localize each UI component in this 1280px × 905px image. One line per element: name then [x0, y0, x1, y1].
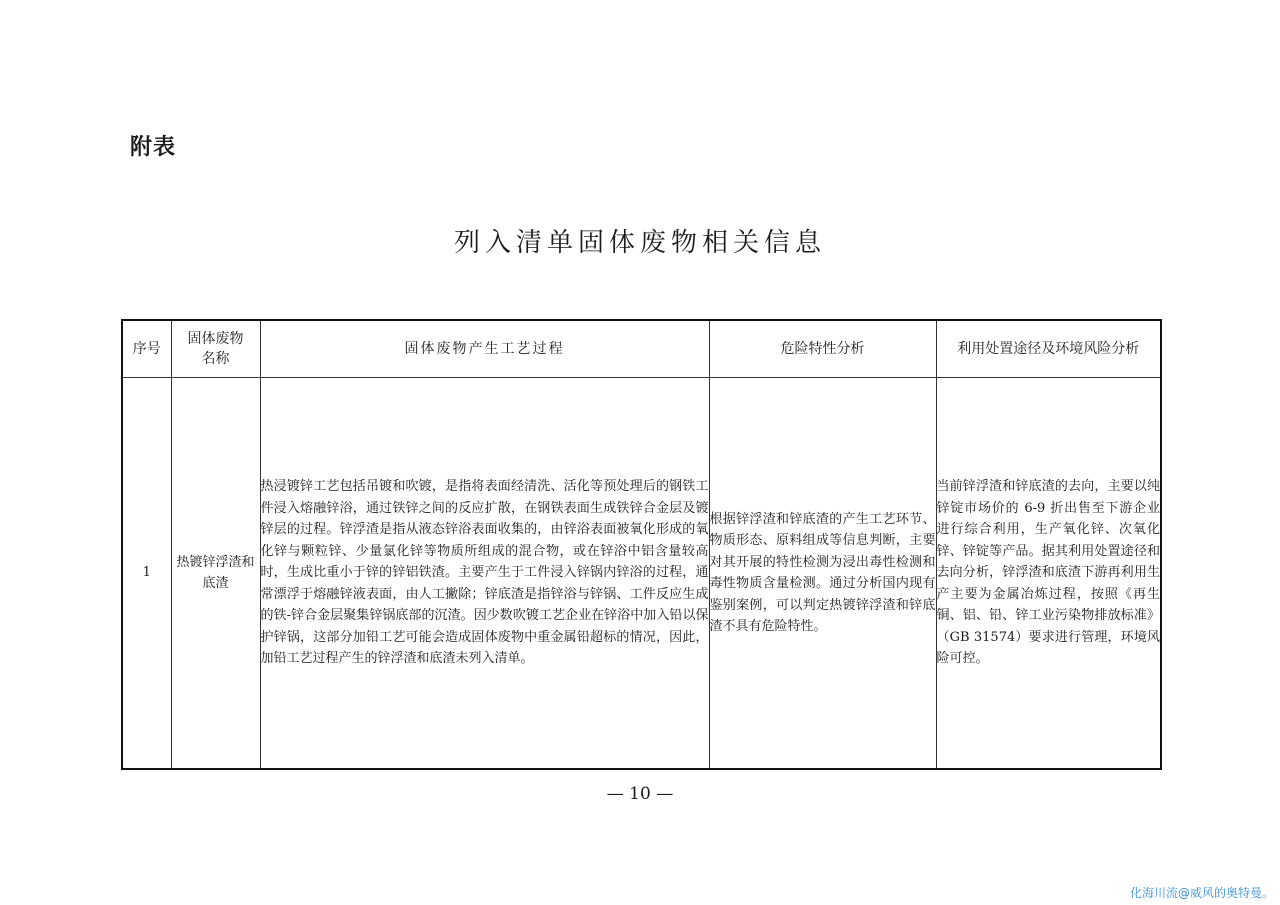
header-hazard-analysis: 危险特性分析 — [709, 320, 936, 378]
cell-process: 热浸镀锌工艺包括吊镀和吹镀，是指将表面经清洗、活化等预处理后的钢铁工件浸入熔融锌浴，通过铁锌之间的反应扩散，在钢铁表面生成铁锌合金层及镀锌层的过程。锌浮渣是指从液态锌浴表面收集的，由锌浴表面被氧化形成的氧化锌与颗粒锌、少量氯化锌等物质所组成的混合物，或在锌浴中铝含量较高时，生成比重小于锌的锌铝铁渣。主要产生于工件浸入锌锅内锌浴的过程，通常漂浮于熔融锌液表面，由人工撇除；锌底渣是指锌浴与锌锅、工件反应生成的铁-锌合金层聚集锌锅底部的沉渣。因少数吹镀工艺企业在锌浴中加入铅以保护锌锅，这部分加铅工艺可能会造成固体废物中重金属铅超标的情况，因此，加铅工艺过程产生的锌浮渣和底渣未列入清单。 — [260, 378, 709, 770]
appendix-label: 附表 — [130, 135, 177, 160]
header-process: 固体废物产生工艺过程 — [260, 320, 709, 378]
solid-waste-info-table — [121, 319, 1162, 770]
table-row — [122, 378, 1161, 770]
header-seq: 序号 — [122, 320, 171, 378]
watermark: 化海川流@威风的奥特曼。 — [1129, 886, 1274, 900]
cell-hazard-analysis: 根据锌浮渣和锌底渣的产生工艺环节、物质形态、原料组成等信息判断，主要对其开展的特性检测为浸出毒性检测和毒性物质含量检测。通过分析国内现有鉴别案例，可以判定热镀锌浮渣和锌底渣不具有危险特性。 — [709, 378, 936, 770]
cell-waste-name: 热镀锌浮渣和底渣 — [171, 378, 260, 770]
header-waste-name-line1: 固体废物 — [187, 331, 244, 347]
page-number: — 10 — — [606, 784, 674, 804]
header-waste-name-line2: 名称 — [201, 351, 230, 367]
cell-disposal-analysis: 当前锌浮渣和锌底渣的去向，主要以纯锌锭市场价的 6-9 折出售至下游企业进行综合利用，生产氧化锌、次氧化锌、锌锭等产品。据其利用处置途径和去向分析，锌浮渣和底渣下游再利用生产主要为金属冶炼过程，按照《再生铜、铝、铅、锌工业污染物排放标准》（GB 31574）要求进行管理，环境风险可控。 — [936, 378, 1161, 770]
table-header-row — [122, 320, 1161, 378]
cell-seq: 1 — [122, 378, 171, 770]
header-waste-name — [171, 320, 260, 378]
document-title: 列入清单固体废物相关信息 — [453, 228, 826, 258]
header-disposal-analysis: 利用处置途径及环境风险分析 — [936, 320, 1161, 378]
